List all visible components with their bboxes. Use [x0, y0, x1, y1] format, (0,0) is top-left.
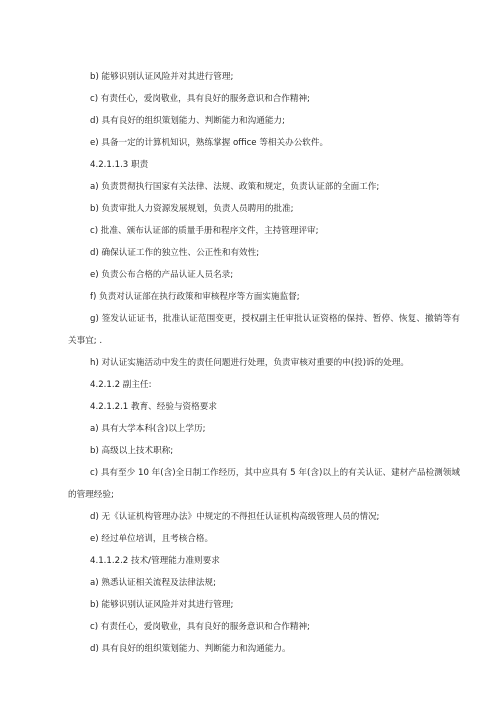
list-item-b-hr: b) 负责审批人力资源发展规划，负责人员聘用的批准;	[90, 204, 294, 214]
list-item-d-eligibility: d) 无《认证机构管理办法》中规定的不得担任认证机构高级管理人员的情况;	[90, 512, 380, 522]
section-heading-deputy: 4.2.1.2 副主任:	[90, 380, 152, 390]
list-item-b-risk-2: b) 能够识别认证风险并对其进行管理;	[90, 600, 234, 610]
list-item-c-experience: c) 具有至少 10 年(含)全日制工作经历，其中应具有 5 年(含)以上的有关认证、建材产品检测领域的管理经验;	[68, 468, 460, 500]
section-heading-education: 4.2.1.2.1 教育、经验与资格要求	[90, 402, 217, 412]
list-item-a-laws: a) 负责贯彻执行国家有关法律、法规、政策和规定，负责认证部的全面工作;	[90, 182, 380, 192]
list-item-f-supervision: f) 负责对认证部在执行政策和审核程序等方面实施监督;	[90, 292, 300, 302]
list-item-d-organization: d) 具有良好的组织策划能力、判断能力和沟通能力;	[90, 116, 285, 126]
list-item-e-computer: e) 具备一定的计算机知识，熟练掌握 office 等相关办公软件。	[90, 138, 329, 148]
list-item-c-responsibility-2: c) 有责任心，爱岗敬业，具有良好的服务意识和合作精神;	[90, 622, 310, 632]
document-body	[68, 66, 460, 660]
list-item-g-certificate: g) 签发认证证书，批准认证范围变更，授权副主任审批认证资格的保持、暂停、恢复、撤销等有关事宜; .	[68, 314, 460, 346]
list-item-d-independence: d) 确保认证工作的独立性、公正性和有效性;	[90, 248, 260, 258]
section-heading-duties: 4.2.1.1.3 职责	[90, 160, 149, 170]
list-item-e-directory: e) 负责公布合格的产品认证人员名录;	[90, 270, 234, 280]
list-item-a-degree: a) 具有大学本科(含)以上学历;	[90, 424, 206, 434]
list-item-a-process: a) 熟悉认证相关流程及法律法规;	[90, 578, 216, 588]
list-item-h-complaints: h) 对认证实施活动中发生的责任问题进行处理，负责审核对重要的申(投)诉的处理。	[90, 358, 410, 368]
list-item-c-manual: c) 批准、颁布认证部的质量手册和程序文件，主持管理评审;	[90, 226, 319, 236]
list-item-d-organization-2: d) 具有良好的组织策划能力、判断能力和沟通能力。	[90, 644, 291, 654]
list-item-b-risk: b) 能够识别认证风险并对其进行管理;	[90, 72, 234, 82]
section-heading-competence: 4.1.1.2.2 技术/管理能力准则要求	[90, 556, 220, 566]
list-item-c-responsibility: c) 有责任心，爱岗敬业，具有良好的服务意识和合作精神;	[90, 94, 310, 104]
list-item-b-title: b) 高级以上技术职称;	[90, 446, 174, 456]
list-item-e-training: e) 经过单位培训，且考核合格。	[90, 534, 214, 544]
